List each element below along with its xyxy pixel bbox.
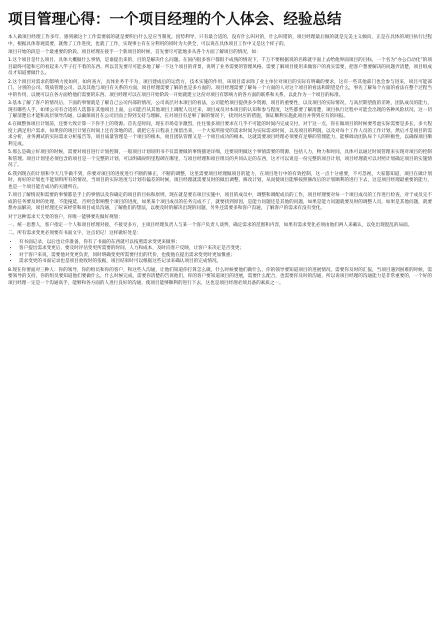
numbered-item: 二、所有需求变更必须要有书面文字，这点切记！这样做好处是： — [8, 231, 142, 237]
intro-paragraph: 项目开始的段是一个最重要的阶段。项目经理在接手一个新项目的时候，首先要尽可能地多从各个方面了解项目的情况，如： — [8, 49, 261, 55]
body-paragraph: 7.项目了解情况和需要的事情都是手上的事情以及你确定的项目的目标和原则，现在就是要在项目实施中，项目的成员中，调整和调配成员的工作，项目经理要对每一个项目成员的工作进行检查，对于成员完不成的任务要及时的处理，不能拖延，否则会影响整个项目的进度，如果某个项目成员的任务完成不了，就要找到原因，是能力问题还是其他的问题，如果是能力问题就要及时的调整人员，如果是其他问题，就要想办法解决，项目经理还应该经常和项目成员沟通，了解他们的想法，以便及时的解决出现的问题，另外还需要多和客户沟通，了解客户的需求有没有变化。 — [8, 193, 432, 212]
bullet-item: • 对于客户来说，需要他对变更负责，同时明确变更所需要付出的代价，也使他在提出需求变更时更加慎重； — [19, 253, 432, 260]
final-paragraph: 8.现在你要面对三种人：你的领导，你的组员和你的客户，和这些人沟通，让他们知道你打算怎么做，什么时候要他们做什么，你的领导要知道项目的进展情况，需要你及时的汇报，当项目遇到困难的时候，需要领导的支持，你的组员要知道他们要做什么，什么时候完成，需要你清楚的告诉他们，你的客户要知道项目的进展，需要什么配合，也需要你及时的沟通，所以说项目经理的沟通能力是非常重要的，一个好的项目经理一定是一个沟通高手，能够和各方面的人进行良好的沟通，使项目能够顺利的进行下去，这也是项目经理必须具备的素质之一。 — [8, 267, 432, 286]
body-paragraph: 2.这个项目对需求的影响力度如何，如何查方，具体业务手不为，项目建成后的运营方，技术实施的作用，该项目需求除了业主单位对项目的实际有明确的要求，这有一些其他部门也会参与进来，项目可能部门、分别的公司、资质管理公司，以及其他与项目有关系的方面，项目经理需要了解的也是多方面的。项目经理需要了解每一个方面的人对这个项目的看法和期望是什么，事先了解每个方面的看法在整个过程当中的作用，以便可以在各方面给他们需要的东西。项目经理可以在项目开始阶段一开始就建立这份对项目有影响力的各方面的联系和关系，以此作为一个项目的标准。 — [8, 79, 432, 98]
numbered-item: 一、统一思想人，客户指定一个人和项目经理对接，不接受多方，主项目经理负责人与某一个客户负责人谈判，确定需求的范围和内容，如果有需求变化必须由他们两人来确认，以免出现混乱的局面。 — [8, 222, 413, 228]
intro-paragraph: 本人做项目经理工作多年，感到做这个工作需要弱的就是要明白什么是应当制度。因势利导，只有最合适的，没有什么叫对的，什么叫错的，项目经理最后做的就是完美主义倾向，正是在具体的项目执行过程中，根据具体客观需要，就像了工作进度，也就了工作，实现事主有在分利用的同时为大供全，可以说在具体项目工作中又是这个样子的。 — [8, 35, 432, 47]
closing-line: 对于这种需求天天变的客户，你唯一能够要先做好规划： — [8, 214, 123, 220]
document-body — [8, 35, 432, 287]
document-title: 项目管理心得：一个项目经理的个人体会、经验总结 — [8, 12, 342, 28]
bullet-item: • 有书面记录，以后也让你准备，你有了书面的东西就可以按照需求变更来做事； — [19, 240, 432, 247]
body-paragraph: 4.在做整体项目计划前，还要大致计算一下你手上的资源。首先是时间，现在市场竞争激烈，往往很多项目要求在几乎不可能的时间内完成交付，对于这一点，你在做项目的时候要考虑实际需要是多长，多大程度上满足用户需求，如果你的项目计划在时间上还有余地的话，就把它在日程表上预留出来，一个大家所接受的需求时间为实际需求时间，以及项目的利润，以及对每个工作人员的工作计划，然后才是项目的需求分析，业务测试的实际需求分析报告等，项目质量管理是一个项目的根本，项目团队管理又是一个项目成功的根本，这就需要项目经理必须要有足够的管理能力，能够调动团队每个人的积极性，以确保项目顺利完成。 — [8, 122, 432, 147]
bullet-item: • 需求变更的书面记录也是项目验收时的依据，项目结束时可以根据这些记录来确认项目的完成情况。 — [19, 259, 432, 266]
bullet-list — [8, 240, 432, 266]
body-paragraph: 5.那么是确立好项目的时候，需要对项目进行计划控制，一般项目计划说明书不仅需要做的事情描述详细，还要说明做这个事情需要的资源，包括人力，物力和时间，具体可以通过时间管理来实现对项目的控制和管理。项目计划里必须包含的项目是一个完整的计划，可以明确说明里程碑在哪里，与项目经理和项目组员的共同认定的东西，这才可以说是一份完整的项目计划，项目经理就可以对照计划确定项目的实施情况了。 — [8, 150, 432, 169]
body-paragraph: 3.基本了解了客户的情况后，下面的事情就是了解自己公司内部的情况，公司高层对本项目的看法，公司能给项目提供多少资源，项目的重要性，以及项目的实际情况，与高层期望值的差距，团队成员的能力，现有哪些人手，如果公司有合适的人选都在其他项目上面，公司能否从其他项目上调配人员过来，项目成员对本项目的认知和参与程度，这些都要了解清楚，项目执行过程中可能会出现的各种风险状况，这一切了解清楚后才能和高层领导沟通，以确保项目在公司层面上得到支持与理解，在对项目有足够了解的情况下，找到对应的措施，保证顺利实施此项目并得到应有的回报。 — [8, 101, 432, 120]
body-paragraph: 6.我到现在的计划和今天几乎做不到，你要对项目的进度进行不断的修正，不断的调整，这里需要项目经理做项目的能力，在项目进行中的有效控制，这一点十分重要，不可忽视，大家都知道，项目在做计划时，再好的计划也不能预料所有的情况，当项目的实际进度与计划有偏差的时候，项目经理就需要及时的做出调整，修改计划，从而使项目能够按照修改后的计划顺利的进行下去，这是项目经理最重要的能力，也是一个项目能否成功的关键所在。 — [8, 171, 432, 190]
bullet-item: • 客户提出需求变更后，要及时评估变更所需要的时间、人力和成本，及时向客户反映，让客户来决定是否变更； — [19, 246, 432, 253]
body-paragraph: 1.这个项目是什么项目，具体大概做什么事情，是谁提出来的，目的是解决什么问题。在国内很多客户都很不成熟的情况下，千万不要根据说的名称就字面上去给他界面项目的目标，一个名为“办公自动化”的项目最终可能和它的看起来八竿子打不着的东西。所以首先要尽可能多地了解一下这个项目的背景，说明了业务需要的管理风格、需要了解项目使用来做客户的真实需要，把客户想要解决的问题弄清楚，项目组成员才知道要做什么。 — [8, 58, 432, 77]
